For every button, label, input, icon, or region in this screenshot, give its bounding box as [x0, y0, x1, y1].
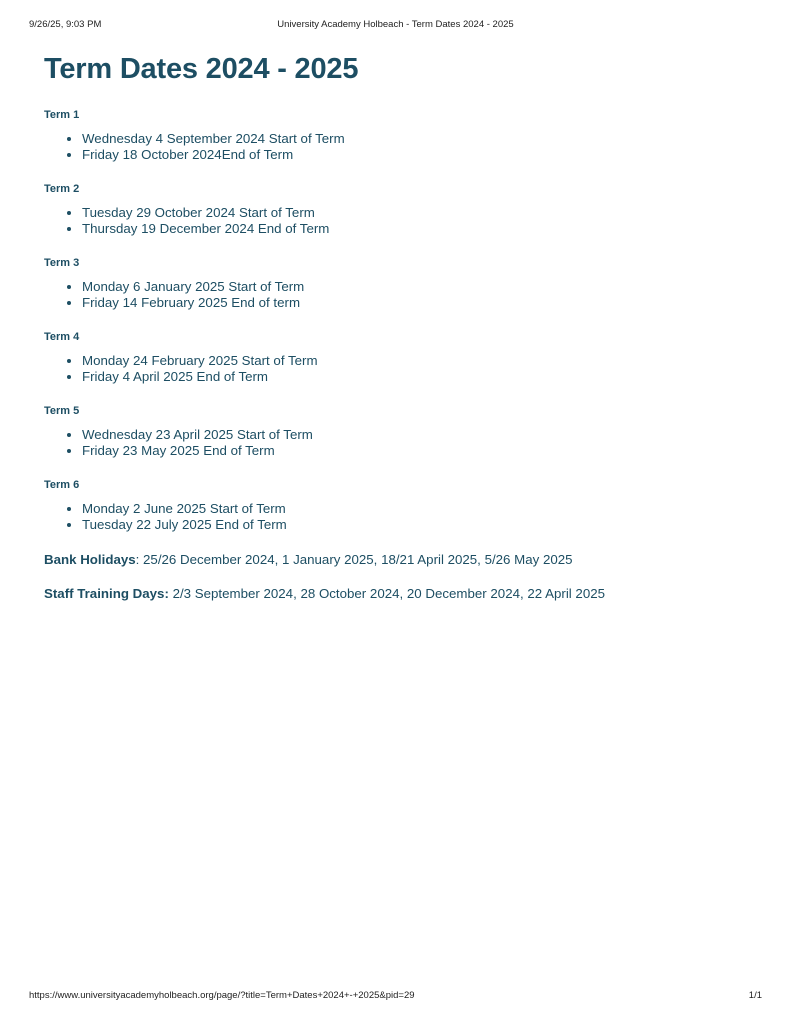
bank-holidays-value: 25/26 December 2024, 1 January 2025, 18/21 April 2025, 5/26 May 2025 [139, 552, 573, 567]
bank-holidays-note [44, 552, 744, 568]
document-content [44, 52, 744, 620]
bank-holidays-label: Bank Holidays [44, 552, 136, 567]
list-item: • Monday 24 February 2025 Start of Term [82, 353, 744, 369]
term-heading: Term 2 [44, 183, 80, 195]
term-heading: Term 4 [44, 331, 80, 343]
term-block-5 [44, 404, 744, 458]
term-date-list [44, 131, 744, 162]
staff-training-days-note [44, 586, 744, 602]
list-item: • Monday 6 January 2025 Start of Term [82, 279, 744, 295]
print-footer [0, 990, 791, 1004]
term-block-2 [44, 182, 744, 236]
list-item: • Wednesday 4 September 2024 Start of Term [82, 131, 744, 147]
staff-training-days-value: 2/3 September 2024, 28 October 2024, 20 December 2024, 22 April 2025 [168, 586, 606, 601]
term-heading: Term 5 [44, 405, 80, 417]
list-item: • Friday 18 October 2024End of Term [82, 147, 744, 163]
list-item: • Friday 4 April 2025 End of Term [82, 369, 744, 385]
print-header [0, 19, 791, 33]
list-item: • Thursday 19 December 2024 End of Term [82, 221, 744, 237]
bank-holidays-separator: : [135, 552, 140, 567]
term-date-list [44, 427, 744, 458]
list-item: • Wednesday 23 April 2025 Start of Term [82, 427, 744, 443]
print-footer-url: https://www.universityacademyholbeach.org/page/?title=Term+Dates+2024+-+2025&pid=29 [29, 990, 415, 1001]
term-heading: Term 1 [44, 109, 80, 121]
term-block-3 [44, 256, 744, 310]
term-block-6 [44, 478, 744, 532]
term-block-4 [44, 330, 744, 384]
term-date-list [44, 501, 744, 532]
term-block-1 [44, 108, 744, 162]
print-header-datetime: 9/26/25, 9:03 PM [29, 19, 102, 30]
print-footer-page-number: 1/1 [748, 990, 762, 1001]
staff-training-days-label: Staff Training Days: [44, 586, 169, 601]
page-title: Term Dates 2024 - 2025 [44, 53, 359, 85]
print-header-title: University Academy Holbeach - Term Dates 2024 - 2025 [277, 19, 514, 30]
term-heading: Term 6 [44, 479, 80, 491]
term-date-list [44, 205, 744, 236]
list-item: • Friday 23 May 2025 End of Term [82, 443, 744, 459]
term-heading: Term 3 [44, 257, 80, 269]
list-item: • Friday 14 February 2025 End of term [82, 295, 744, 311]
list-item: • Monday 2 June 2025 Start of Term [82, 501, 744, 517]
term-date-list [44, 279, 744, 310]
list-item: • Tuesday 29 October 2024 Start of Term [82, 205, 744, 221]
term-date-list [44, 353, 744, 384]
list-item: • Tuesday 22 July 2025 End of Term [82, 517, 744, 533]
